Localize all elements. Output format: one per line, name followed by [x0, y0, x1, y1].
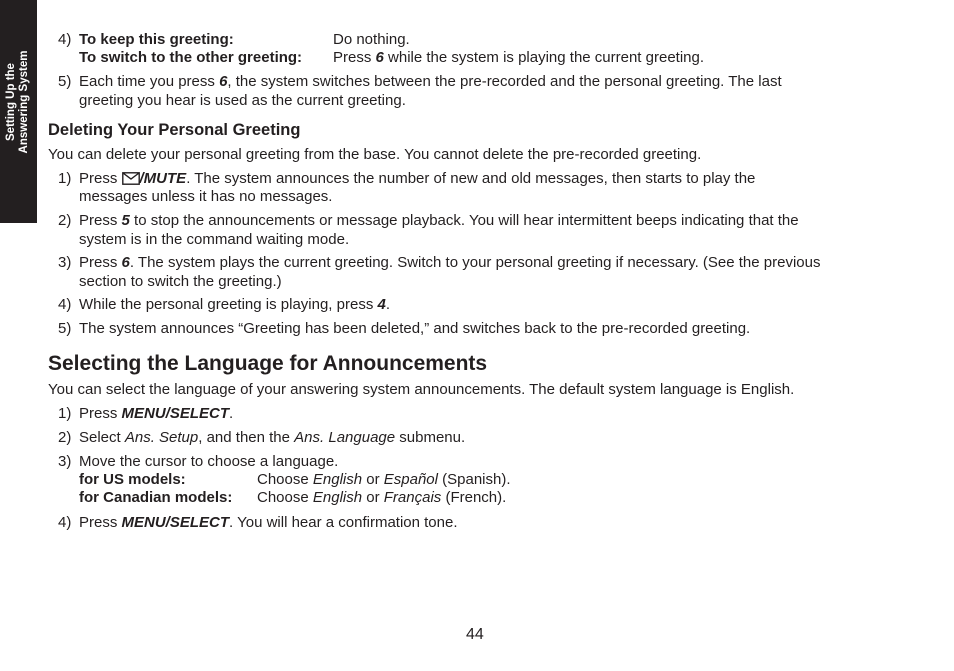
step-number: 3) — [58, 453, 72, 470]
key-name: /MUTE — [139, 170, 187, 187]
step-number: 2) — [58, 212, 72, 229]
step-text-continued: greeting you hear is used as the current greeting. — [79, 92, 406, 109]
delete-greeting-heading: Deleting Your Personal Greeting — [48, 121, 301, 139]
switch-greeting-value: Press 6 while the system is playing the current greeting. — [333, 49, 705, 66]
us-models-label: for US models: — [79, 471, 186, 488]
step-number: 4) — [58, 514, 72, 531]
canadian-models-label: for Canadian models: — [79, 489, 233, 506]
side-tab-line2: Answering System — [18, 50, 30, 154]
step-text: The system announces “Greeting has been deleted,” and switches back to the pre-recorded greeting. — [79, 320, 751, 337]
step-text: Press /MUTE. The system announces the number of new and old messages, then starts to play the — [79, 170, 755, 190]
language-section-heading: Selecting the Language for Announcements — [48, 352, 488, 375]
step-number: 1) — [58, 170, 72, 187]
step-text-continued: section to switch the greeting.) — [79, 273, 282, 290]
side-tab-line1: Setting Up the — [5, 63, 17, 141]
step-text: Press 5 to stop the announcements or message playback. You will hear intermittent beeps indicating that the — [79, 212, 799, 229]
step-text: Move the cursor to choose a language. — [79, 453, 339, 470]
step-text: Press 6. The system plays the current greeting. Switch to your personal greeting if necessary. (See the previous — [79, 254, 821, 271]
key-name: 6 — [219, 73, 228, 90]
step-text: Select Ans. Setup, and then the Ans. Language submenu. — [79, 429, 466, 446]
section-side-tab — [0, 0, 37, 223]
keep-greeting-value: Do nothing. — [333, 31, 410, 48]
step-number: 1) — [58, 405, 72, 422]
menu-name: Ans. Setup — [124, 429, 199, 446]
delete-greeting-intro: You can delete your personal greeting from the base. You cannot delete the pre-recorded greeting. — [48, 146, 702, 163]
step-number: 4) — [58, 296, 72, 313]
step-number: 5) — [58, 320, 72, 337]
step-number: 2) — [58, 429, 72, 446]
step-text: Each time you press 6, the system switches between the pre-recorded and the personal greeting. The last — [79, 73, 782, 90]
step-number: 5) — [58, 73, 72, 90]
step-text-continued: messages unless it has no messages. — [79, 188, 333, 205]
step-text: Press MENU/SELECT. — [79, 405, 234, 422]
key-name: 6 — [121, 254, 130, 271]
canadian-models-options: Choose English or Français (French). — [257, 489, 507, 506]
key-name: 4 — [377, 296, 386, 313]
language-section-intro: You can select the language of your answering system announcements. The default system language is English. — [48, 381, 795, 398]
step-text: Press MENU/SELECT. You will hear a confirmation tone. — [79, 514, 458, 531]
key-name: MENU/SELECT — [121, 514, 230, 531]
key-name: 6 — [375, 49, 384, 66]
us-models-options: Choose English or Español (Spanish). — [257, 471, 511, 488]
step-number: 4) — [58, 31, 72, 48]
switch-greeting-label: To switch to the other greeting: — [79, 49, 303, 66]
step-text: While the personal greeting is playing, press 4. — [79, 296, 391, 313]
menu-name: Ans. Language — [294, 429, 396, 446]
key-name: 5 — [121, 212, 130, 229]
step-text-continued: system is in the command waiting mode. — [79, 231, 350, 248]
page-number: 44 — [466, 626, 484, 643]
step-number: 3) — [58, 254, 72, 271]
keep-greeting-label: To keep this greeting: — [79, 31, 234, 48]
side-tab-label — [5, 51, 31, 154]
key-name: MENU/SELECT — [121, 405, 230, 422]
